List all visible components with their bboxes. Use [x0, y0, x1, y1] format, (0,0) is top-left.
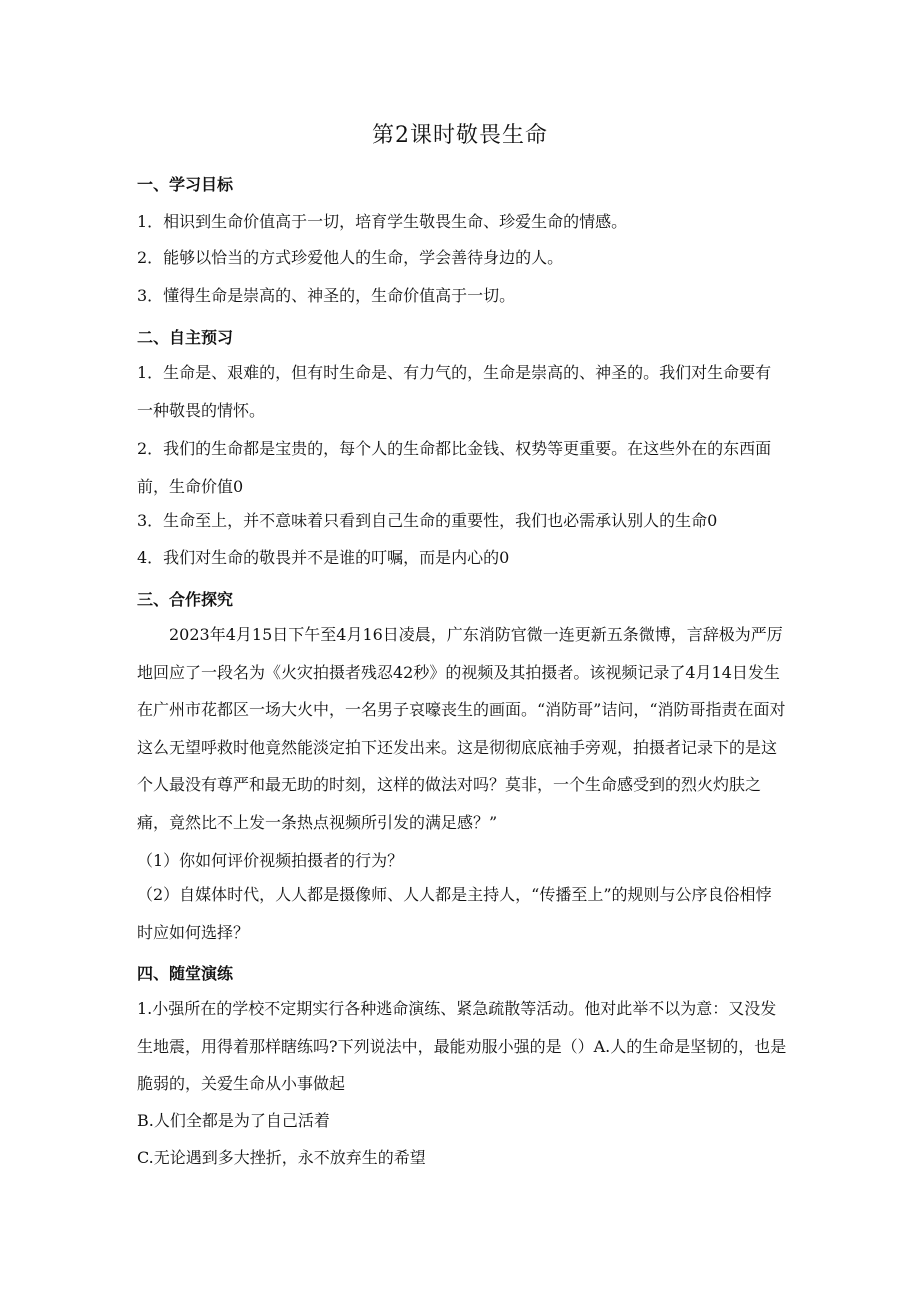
section-heading-preview: 二、自主预习 — [137, 328, 234, 347]
section-heading-explore: 三、合作探究 — [137, 590, 234, 609]
goal-item-1: 1．相识到生命价值高于一切，培育学生敬畏生命、珍爱生命的情感。 — [137, 212, 628, 231]
practice-option-b: B.人们全都是为了自己活着 — [137, 1111, 330, 1130]
preview-item-3: 3．生命至上，并不意味着只看到自己生命的重要性，我们也必需承认别人的生命0 — [137, 511, 718, 530]
case-passage: 2023年4月15日下午至4月16日凌晨，广东消防官微一连更新五条微博，言辞极为严厉地回应了一段名为《火灾拍摄者残忍42秒》的视频及其拍摄者。该视频记录了4月14日发生在广州市花都区一场大火中，一名男子哀嚎丧生的画面。“消防哥”诘问，“消防哥指责在面对这么无望呼救时他竟然能淡定拍下还发出来。这是彻彻底底袖手旁观，拍摄者记录下的是这个人最没有尊严和最无助的时刻，这样的做法对吗？莫非，一个生命感受到的烈火灼肤之痛，竟然比不上发一条热点视频所引发的满足感？” — [137, 625, 786, 832]
page-title: 第2课时敬畏生命 — [372, 123, 548, 148]
practice-question-1: 1.小强所在的学校不定期实行各种逃命演练、紧急疏散等活动。他对此举不以为意：又没发生地震，用得着那样瞎练吗?下列说法中，最能劝服小强的是（）A.人的生命是坚韧的，也是脆弱的，关爱生命从小事做起 — [137, 999, 787, 1093]
explore-question-2: （2）自媒体时代，人人都是摄像师、人人都是主持人，“传播至上”的规则与公序良俗相悖时应如何选择？ — [137, 885, 772, 942]
preview-item-2: 2．我们的生命都是宝贵的，每个人的生命都比金钱、权势等更重要。在这些外在的东西面前，生命价值0 — [137, 439, 772, 496]
section-heading-practice: 四、随堂演练 — [137, 964, 234, 983]
practice-option-c: C.无论遇到多大挫折，永不放弃生的希望 — [137, 1148, 426, 1167]
explore-question-1: （1）你如何评价视频拍摄者的行为？ — [137, 851, 404, 870]
goal-item-3: 3．懂得生命是崇高的、神圣的，生命价值高于一切。 — [137, 286, 516, 305]
goal-item-2: 2．能够以恰当的方式珍爱他人的生命，学会善待身边的人。 — [137, 248, 564, 267]
preview-item-4: 4．我们对生命的敬畏并不是谁的叮嘱，而是内心的0 — [137, 548, 510, 567]
section-heading-goals: 一、学习目标 — [137, 175, 234, 194]
preview-item-1: 1．生命是、艰难的，但有时生命是、有力气的，生命是崇高的、神圣的。我们对生命要有一种敬畏的情怀。 — [137, 363, 772, 420]
